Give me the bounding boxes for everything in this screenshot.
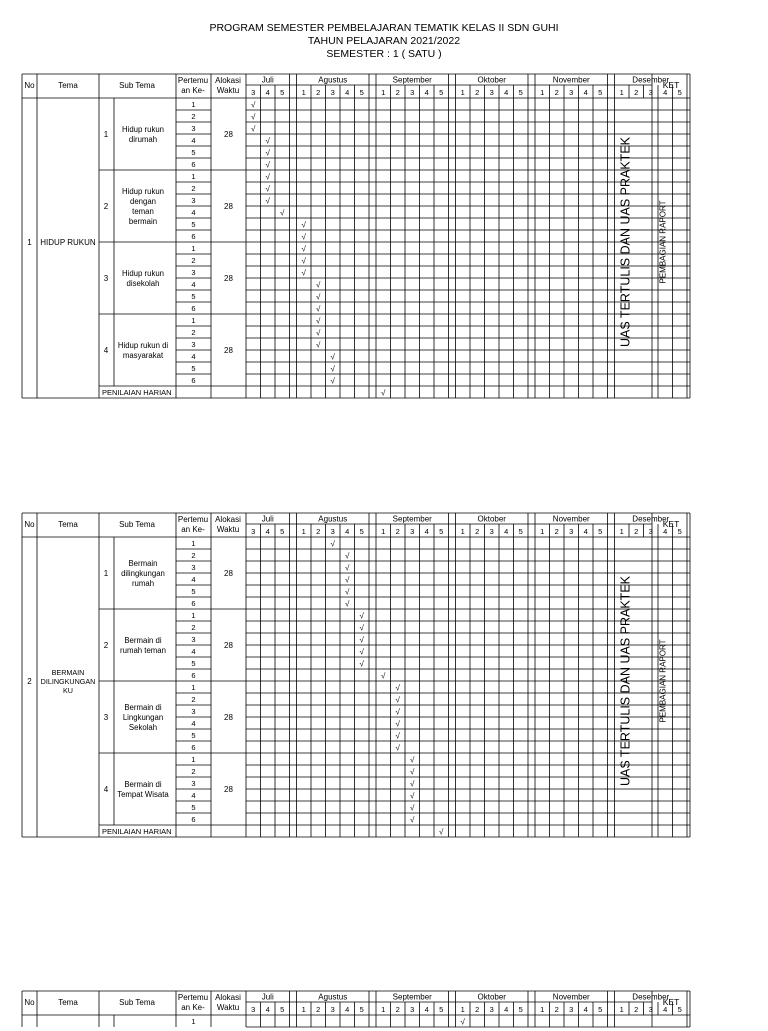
check-mark: √ bbox=[316, 316, 321, 326]
week-number: 1 bbox=[540, 88, 545, 97]
col-alokasi-header: Alokasi bbox=[215, 515, 241, 524]
check-mark: √ bbox=[301, 256, 306, 266]
meeting-number: 4 bbox=[191, 136, 196, 145]
week-number: 3 bbox=[569, 1005, 574, 1014]
month-header: Oktober bbox=[477, 514, 506, 524]
meeting-number: 5 bbox=[191, 659, 196, 668]
theme-name: BERMAIN bbox=[51, 668, 85, 677]
meeting-number: 1 bbox=[191, 611, 196, 620]
week-number: 3 bbox=[489, 527, 494, 536]
check-mark: √ bbox=[265, 184, 270, 194]
week-number: 5 bbox=[677, 1005, 682, 1014]
schedule-grid-2 bbox=[22, 513, 690, 838]
week-number: 4 bbox=[583, 527, 588, 536]
subtheme-number: 4 bbox=[103, 346, 109, 355]
meeting-number: 1 bbox=[191, 244, 196, 253]
month-header: September bbox=[392, 75, 432, 85]
meeting-number: 6 bbox=[191, 815, 196, 824]
check-mark: √ bbox=[381, 671, 386, 681]
col-no-header: No bbox=[24, 998, 35, 1007]
week-number: 5 bbox=[677, 527, 682, 536]
month-header: Juli bbox=[261, 75, 274, 85]
col-ket-header: KET bbox=[662, 519, 680, 529]
meeting-number: 3 bbox=[191, 707, 196, 716]
week-number: 5 bbox=[439, 1005, 444, 1014]
alokasi-value: 28 bbox=[224, 713, 233, 722]
check-mark: √ bbox=[265, 160, 270, 170]
subtheme-name: dengan bbox=[129, 197, 157, 206]
month-header: November bbox=[552, 75, 590, 85]
week-number: 5 bbox=[359, 88, 364, 97]
week-number: 4 bbox=[345, 1005, 350, 1014]
subtheme-name: dilingkungan bbox=[121, 569, 165, 578]
alokasi-value: 28 bbox=[224, 346, 233, 355]
meeting-number: 2 bbox=[191, 112, 196, 121]
week-number: 3 bbox=[251, 527, 256, 536]
week-number: 4 bbox=[424, 1005, 429, 1014]
week-number: 4 bbox=[663, 527, 668, 536]
week-number: 4 bbox=[265, 88, 270, 97]
meeting-number: 1 bbox=[191, 172, 196, 181]
schedule-table-3 bbox=[22, 991, 690, 1031]
check-mark: √ bbox=[251, 100, 256, 110]
check-mark: √ bbox=[301, 232, 306, 242]
check-mark: √ bbox=[395, 731, 400, 741]
meeting-number: 5 bbox=[191, 220, 196, 229]
alokasi-value: 28 bbox=[224, 130, 233, 139]
meeting-number: 1 bbox=[191, 683, 196, 692]
subtheme-number: 3 bbox=[103, 713, 109, 722]
academic-year: TAHUN PELAJARAN 2021/2022 bbox=[307, 35, 461, 47]
week-number: 1 bbox=[619, 1005, 624, 1014]
check-mark: √ bbox=[265, 148, 270, 158]
meeting-number: 4 bbox=[191, 791, 196, 800]
col-ket-header: KET bbox=[662, 997, 680, 1007]
alokasi-value: 28 bbox=[224, 569, 233, 578]
week-number: 3 bbox=[410, 527, 415, 536]
meeting-number: 2 bbox=[191, 767, 196, 776]
week-number: 4 bbox=[583, 88, 588, 97]
check-mark: √ bbox=[410, 791, 415, 801]
week-number: 5 bbox=[439, 88, 444, 97]
meeting-number: 3 bbox=[191, 635, 196, 644]
week-number: 1 bbox=[381, 1005, 386, 1014]
subtheme-number: 2 bbox=[103, 202, 109, 211]
week-number: 2 bbox=[316, 1005, 321, 1014]
week-number: 3 bbox=[489, 1005, 494, 1014]
col-pertemuan-header-2: an Ke- bbox=[181, 525, 205, 534]
raport-label: PEMBAGIAN RAPORT bbox=[658, 200, 668, 284]
subtheme-name: disekolah bbox=[126, 279, 160, 288]
check-mark: √ bbox=[359, 647, 364, 657]
meeting-number: 1 bbox=[191, 755, 196, 764]
meeting-number: 2 bbox=[191, 328, 196, 337]
week-number: 2 bbox=[634, 88, 639, 97]
check-mark: √ bbox=[330, 539, 335, 549]
subtheme-number: 1 bbox=[103, 130, 109, 139]
subtheme-number: 1 bbox=[103, 569, 109, 578]
check-mark: √ bbox=[345, 599, 350, 609]
week-number: 3 bbox=[648, 88, 653, 97]
col-subtema-header: Sub Tema bbox=[119, 520, 155, 529]
subtheme-name: Bermain bbox=[128, 559, 158, 568]
week-number: 3 bbox=[489, 88, 494, 97]
week-number: 3 bbox=[330, 1005, 335, 1014]
meeting-number: 3 bbox=[191, 196, 196, 205]
week-number: 3 bbox=[410, 88, 415, 97]
meeting-number: 1 bbox=[191, 1017, 196, 1026]
meeting-number: 4 bbox=[191, 719, 196, 728]
meeting-number: 2 bbox=[191, 551, 196, 560]
uas-label: UAS TERTULIS DAN UAS PRAKTEK bbox=[618, 136, 633, 348]
check-mark: √ bbox=[330, 376, 335, 386]
meeting-number: 6 bbox=[191, 160, 196, 169]
week-number: 3 bbox=[648, 1005, 653, 1014]
week-number: 2 bbox=[554, 527, 559, 536]
week-number: 1 bbox=[381, 88, 386, 97]
subtheme-name: Hidup rukun bbox=[121, 269, 165, 278]
meeting-number: 4 bbox=[191, 208, 196, 217]
check-mark: √ bbox=[251, 124, 256, 134]
meeting-number: 4 bbox=[191, 575, 196, 584]
raport-label: PEMBAGIAN RAPORT bbox=[658, 639, 668, 723]
week-number: 1 bbox=[619, 88, 624, 97]
week-number: 1 bbox=[619, 527, 624, 536]
penilaian-harian-label: PENILAIAN HARIAN bbox=[102, 827, 172, 836]
subtheme-name: dirumah bbox=[128, 135, 158, 144]
month-header: Juli bbox=[261, 992, 274, 1002]
subtheme-number: 4 bbox=[103, 785, 109, 794]
check-mark: √ bbox=[265, 196, 270, 206]
week-number: 5 bbox=[359, 1005, 364, 1014]
col-ket-header: KET bbox=[662, 80, 680, 90]
penilaian-harian-label: PENILAIAN HARIAN bbox=[102, 388, 172, 397]
check-mark: √ bbox=[460, 1017, 465, 1027]
subtheme-name: Hidup rukun bbox=[121, 125, 165, 134]
week-number: 2 bbox=[316, 88, 321, 97]
meeting-number: 2 bbox=[191, 623, 196, 632]
col-tema-header: Tema bbox=[58, 520, 78, 529]
subtheme-name: bermain bbox=[128, 217, 158, 226]
meeting-number: 4 bbox=[191, 647, 196, 656]
week-number: 2 bbox=[634, 527, 639, 536]
meeting-number: 3 bbox=[191, 563, 196, 572]
col-alokasi-header-2: Waktu bbox=[216, 525, 240, 534]
col-pertemuan-header: Pertemu bbox=[177, 515, 209, 524]
alokasi-value: 28 bbox=[224, 274, 233, 283]
col-alokasi-header-2: Waktu bbox=[216, 1003, 240, 1012]
week-number: 3 bbox=[569, 527, 574, 536]
meeting-number: 4 bbox=[191, 352, 196, 361]
week-number: 1 bbox=[460, 527, 465, 536]
week-number: 5 bbox=[518, 88, 523, 97]
week-number: 5 bbox=[598, 1005, 603, 1014]
subtheme-name: Bermain di bbox=[124, 703, 162, 712]
meeting-number: 2 bbox=[191, 256, 196, 265]
week-number: 2 bbox=[475, 1005, 480, 1014]
week-number: 3 bbox=[330, 88, 335, 97]
check-mark: √ bbox=[410, 767, 415, 777]
week-number: 4 bbox=[265, 1005, 270, 1014]
check-mark: √ bbox=[439, 827, 444, 837]
subtheme-name: rumah teman bbox=[120, 646, 166, 655]
subtheme-number: 2 bbox=[103, 641, 109, 650]
week-number: 4 bbox=[424, 527, 429, 536]
meeting-number: 5 bbox=[191, 292, 196, 301]
meeting-number: 5 bbox=[191, 587, 196, 596]
week-number: 2 bbox=[554, 1005, 559, 1014]
week-number: 4 bbox=[424, 88, 429, 97]
meeting-number: 1 bbox=[191, 100, 196, 109]
check-mark: √ bbox=[410, 803, 415, 813]
week-number: 1 bbox=[540, 1005, 545, 1014]
theme-name: HIDUP RUKUN bbox=[40, 238, 96, 247]
week-number: 2 bbox=[634, 1005, 639, 1014]
check-mark: √ bbox=[395, 695, 400, 705]
week-number: 5 bbox=[598, 88, 603, 97]
check-mark: √ bbox=[251, 112, 256, 122]
meeting-number: 3 bbox=[191, 268, 196, 277]
meeting-number: 2 bbox=[191, 184, 196, 193]
col-pertemuan-header: Pertemu bbox=[177, 993, 209, 1002]
check-mark: √ bbox=[410, 755, 415, 765]
check-mark: √ bbox=[280, 208, 285, 218]
month-header: Desember bbox=[632, 75, 670, 85]
week-number: 2 bbox=[554, 88, 559, 97]
subtheme-name: Hidup rukun bbox=[121, 187, 165, 196]
col-pertemuan-header: Pertemu bbox=[177, 76, 209, 85]
meeting-number: 6 bbox=[191, 232, 196, 241]
subtheme-name: Lingkungan bbox=[122, 713, 164, 722]
week-number: 1 bbox=[381, 527, 386, 536]
check-mark: √ bbox=[345, 587, 350, 597]
subtheme-name: Bermain di bbox=[124, 780, 162, 789]
meeting-number: 3 bbox=[191, 124, 196, 133]
check-mark: √ bbox=[265, 172, 270, 182]
week-number: 4 bbox=[663, 1005, 668, 1014]
theme-number: 1 bbox=[27, 238, 32, 247]
week-number: 3 bbox=[648, 527, 653, 536]
week-number: 2 bbox=[475, 527, 480, 536]
week-number: 5 bbox=[598, 527, 603, 536]
week-number: 1 bbox=[301, 88, 306, 97]
subtheme-name: Sekolah bbox=[128, 723, 158, 732]
check-mark: √ bbox=[316, 280, 321, 290]
check-mark: √ bbox=[316, 292, 321, 302]
meeting-number: 3 bbox=[191, 340, 196, 349]
col-subtema-header: Sub Tema bbox=[119, 998, 155, 1007]
week-number: 5 bbox=[280, 1005, 285, 1014]
week-number: 5 bbox=[518, 1005, 523, 1014]
check-mark: √ bbox=[330, 352, 335, 362]
meeting-number: 6 bbox=[191, 599, 196, 608]
check-mark: √ bbox=[316, 328, 321, 338]
meeting-number: 5 bbox=[191, 364, 196, 373]
meeting-number: 6 bbox=[191, 376, 196, 385]
month-header: September bbox=[392, 514, 432, 524]
week-number: 1 bbox=[301, 527, 306, 536]
schedule-grid-3 bbox=[22, 991, 690, 1031]
week-number: 4 bbox=[583, 1005, 588, 1014]
week-number: 3 bbox=[569, 88, 574, 97]
week-number: 2 bbox=[475, 88, 480, 97]
check-mark: √ bbox=[345, 551, 350, 561]
check-mark: √ bbox=[395, 707, 400, 717]
meeting-number: 6 bbox=[191, 671, 196, 680]
week-number: 5 bbox=[359, 527, 364, 536]
check-mark: √ bbox=[410, 779, 415, 789]
meeting-number: 1 bbox=[191, 316, 196, 325]
subtheme-name: Tempat Wisata bbox=[117, 790, 169, 799]
week-number: 2 bbox=[395, 88, 400, 97]
week-number: 4 bbox=[345, 527, 350, 536]
month-header: September bbox=[392, 992, 432, 1002]
week-number: 4 bbox=[504, 88, 509, 97]
month-header: Agustus bbox=[318, 992, 348, 1002]
meeting-number: 1 bbox=[191, 539, 196, 548]
week-number: 4 bbox=[345, 88, 350, 97]
check-mark: √ bbox=[316, 340, 321, 350]
week-number: 3 bbox=[410, 1005, 415, 1014]
month-header: Agustus bbox=[318, 75, 348, 85]
check-mark: √ bbox=[410, 815, 415, 825]
meeting-number: 5 bbox=[191, 148, 196, 157]
check-mark: √ bbox=[301, 220, 306, 230]
col-no-header: No bbox=[24, 520, 35, 529]
alokasi-value: 28 bbox=[224, 641, 233, 650]
uas-label: UAS TERTULIS DAN UAS PRAKTEK bbox=[618, 575, 633, 787]
col-tema-header: Tema bbox=[58, 998, 78, 1007]
col-pertemuan-header-2: an Ke- bbox=[181, 86, 205, 95]
check-mark: √ bbox=[345, 575, 350, 585]
week-number: 1 bbox=[540, 527, 545, 536]
week-number: 2 bbox=[395, 1005, 400, 1014]
col-tema-header: Tema bbox=[58, 81, 78, 90]
schedule-table-1 bbox=[22, 74, 690, 399]
week-number: 1 bbox=[460, 88, 465, 97]
check-mark: √ bbox=[359, 659, 364, 669]
week-number: 2 bbox=[395, 527, 400, 536]
week-number: 5 bbox=[677, 88, 682, 97]
meeting-number: 5 bbox=[191, 803, 196, 812]
week-number: 1 bbox=[460, 1005, 465, 1014]
col-no-header: No bbox=[24, 81, 35, 90]
month-header: November bbox=[552, 514, 590, 524]
subtheme-name: masyarakat bbox=[122, 351, 164, 360]
week-number: 5 bbox=[280, 527, 285, 536]
week-number: 3 bbox=[330, 527, 335, 536]
week-number: 5 bbox=[280, 88, 285, 97]
alokasi-value: 28 bbox=[224, 202, 233, 211]
document-title: PROGRAM SEMESTER PEMBELAJARAN TEMATIK KELAS II SDN GUHI bbox=[209, 22, 559, 34]
check-mark: √ bbox=[359, 611, 364, 621]
theme-number: 2 bbox=[27, 677, 32, 686]
week-number: 3 bbox=[251, 88, 256, 97]
col-pertemuan-header-2: an Ke- bbox=[181, 1003, 205, 1012]
subtheme-name: Hidup rukun di bbox=[117, 341, 169, 350]
semester-label: SEMESTER : 1 ( SATU ) bbox=[326, 48, 442, 60]
subtheme-name: teman bbox=[132, 207, 154, 216]
meeting-number: 5 bbox=[191, 731, 196, 740]
schedule-grid-1 bbox=[22, 74, 690, 399]
subtheme-name: rumah bbox=[131, 579, 155, 588]
check-mark: √ bbox=[359, 623, 364, 633]
week-number: 5 bbox=[439, 527, 444, 536]
check-mark: √ bbox=[330, 364, 335, 374]
check-mark: √ bbox=[265, 136, 270, 146]
week-number: 4 bbox=[265, 527, 270, 536]
month-header: Oktober bbox=[477, 75, 506, 85]
col-subtema-header: Sub Tema bbox=[119, 81, 155, 90]
week-number: 1 bbox=[301, 1005, 306, 1014]
week-number: 2 bbox=[316, 527, 321, 536]
col-alokasi-header: Alokasi bbox=[215, 76, 241, 85]
meeting-number: 6 bbox=[191, 304, 196, 313]
subtheme-number: 3 bbox=[103, 274, 109, 283]
week-number: 4 bbox=[663, 88, 668, 97]
theme-name: DILINGKUNGAN bbox=[40, 677, 96, 686]
check-mark: √ bbox=[395, 743, 400, 753]
check-mark: √ bbox=[345, 563, 350, 573]
month-header: Juli bbox=[261, 514, 274, 524]
week-number: 4 bbox=[504, 527, 509, 536]
schedule-table-2 bbox=[22, 513, 690, 838]
week-number: 4 bbox=[504, 1005, 509, 1014]
meeting-number: 4 bbox=[191, 280, 196, 289]
meeting-number: 6 bbox=[191, 743, 196, 752]
alokasi-value: 28 bbox=[224, 785, 233, 794]
month-header: Oktober bbox=[477, 992, 506, 1002]
subtheme-name: Bermain di bbox=[124, 636, 162, 645]
check-mark: √ bbox=[301, 268, 306, 278]
month-header: Desember bbox=[632, 514, 670, 524]
col-alokasi-header: Alokasi bbox=[215, 993, 241, 1002]
check-mark: √ bbox=[395, 719, 400, 729]
month-header: Agustus bbox=[318, 514, 348, 524]
check-mark: √ bbox=[359, 635, 364, 645]
week-number: 5 bbox=[518, 527, 523, 536]
check-mark: √ bbox=[395, 683, 400, 693]
meeting-number: 3 bbox=[191, 779, 196, 788]
week-number: 3 bbox=[251, 1005, 256, 1014]
check-mark: √ bbox=[316, 304, 321, 314]
theme-name: KU bbox=[63, 686, 73, 695]
check-mark: √ bbox=[301, 244, 306, 254]
month-header: Desember bbox=[632, 992, 670, 1002]
col-alokasi-header-2: Waktu bbox=[216, 86, 240, 95]
meeting-number: 2 bbox=[191, 695, 196, 704]
month-header: November bbox=[552, 992, 590, 1002]
check-mark: √ bbox=[381, 388, 386, 398]
